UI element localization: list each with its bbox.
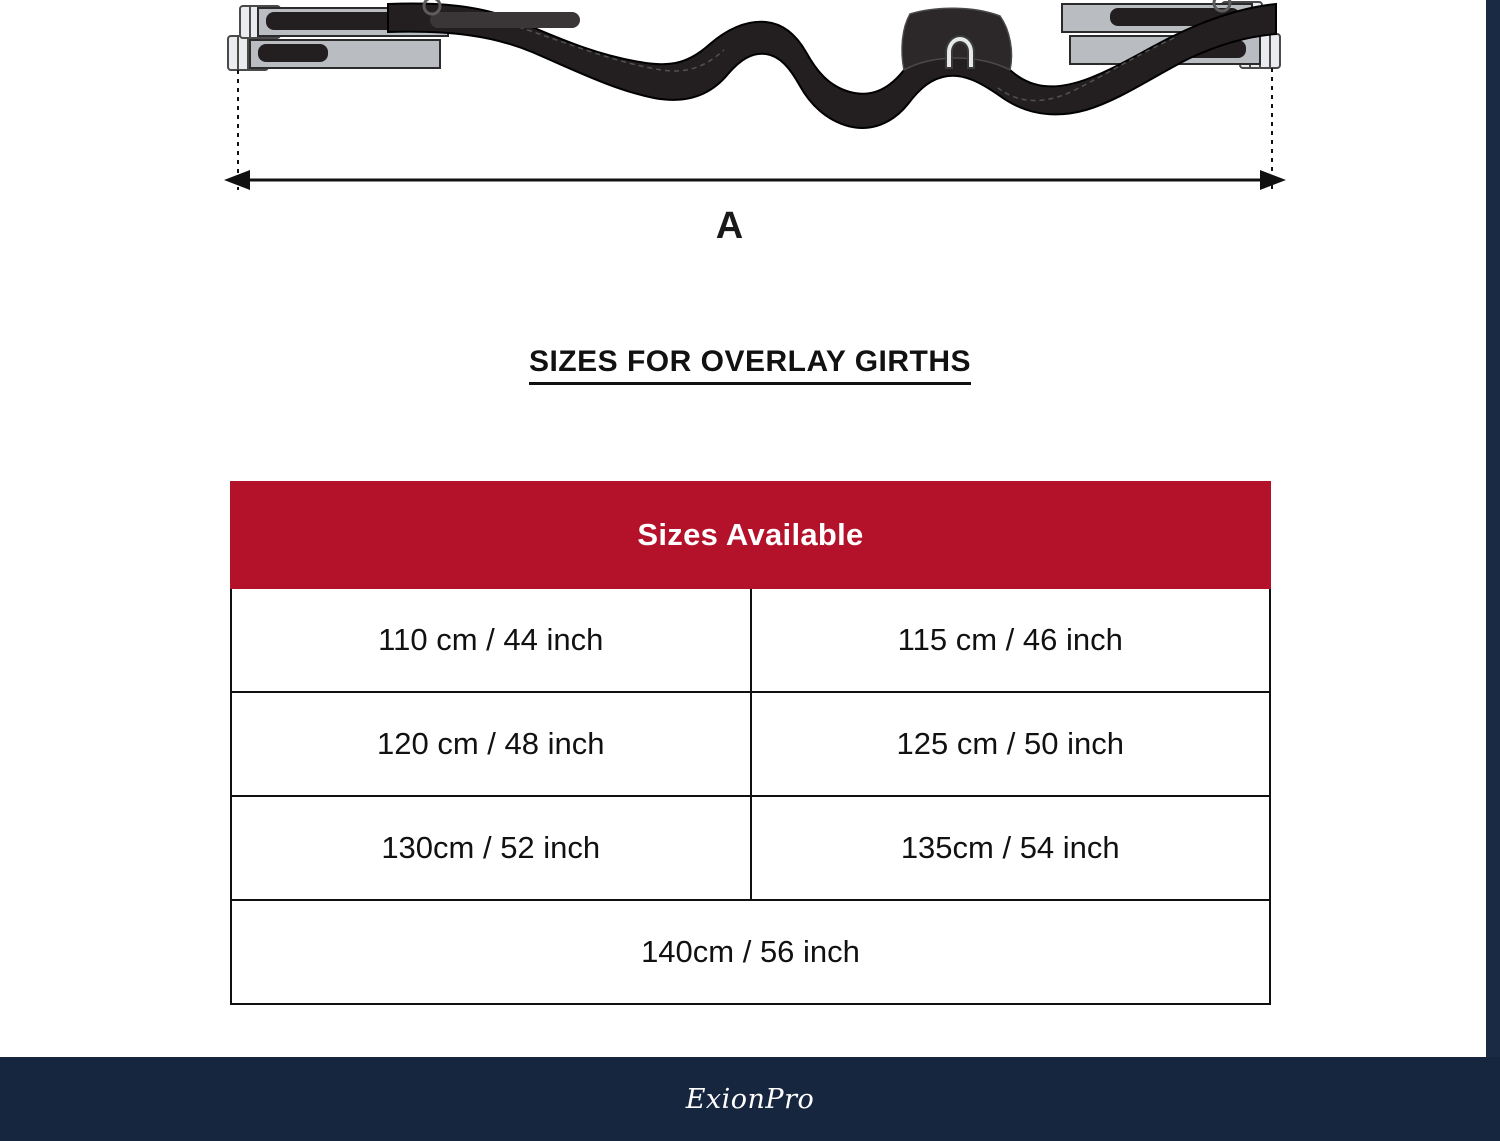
sizes-table-head bbox=[231, 482, 1270, 588]
size-cell: 130cm / 52 inch bbox=[231, 796, 751, 900]
footer-bar bbox=[0, 1057, 1500, 1141]
girth-diagram bbox=[210, 0, 1300, 260]
sizes-table-body bbox=[231, 588, 1270, 1004]
sizes-table bbox=[230, 481, 1271, 1005]
size-cell: 120 cm / 48 inch bbox=[231, 692, 751, 796]
dimension-arrow-a bbox=[224, 170, 1286, 190]
size-cell: 135cm / 54 inch bbox=[751, 796, 1271, 900]
left-overlay-panel bbox=[430, 12, 580, 28]
table-row bbox=[231, 588, 1270, 692]
size-cell: 115 cm / 46 inch bbox=[751, 588, 1271, 692]
section-title bbox=[0, 345, 1500, 379]
size-cell: 125 cm / 50 inch bbox=[751, 692, 1271, 796]
brand-logo: ExionPro bbox=[685, 1083, 815, 1115]
table-row bbox=[231, 796, 1270, 900]
size-cell-full-width: 140cm / 56 inch bbox=[231, 900, 1270, 1004]
dimension-label-a: A bbox=[715, 205, 745, 247]
page-edge-strip bbox=[1486, 0, 1500, 1141]
section-title-text: SIZES FOR OVERLAY GIRTHS bbox=[529, 345, 971, 385]
girth-illustration bbox=[210, 0, 1300, 215]
sizes-available-header: Sizes Available bbox=[231, 482, 1270, 588]
size-cell: 110 cm / 44 inch bbox=[231, 588, 751, 692]
table-header-row bbox=[231, 482, 1270, 588]
table-row bbox=[231, 900, 1270, 1004]
table-row bbox=[231, 692, 1270, 796]
